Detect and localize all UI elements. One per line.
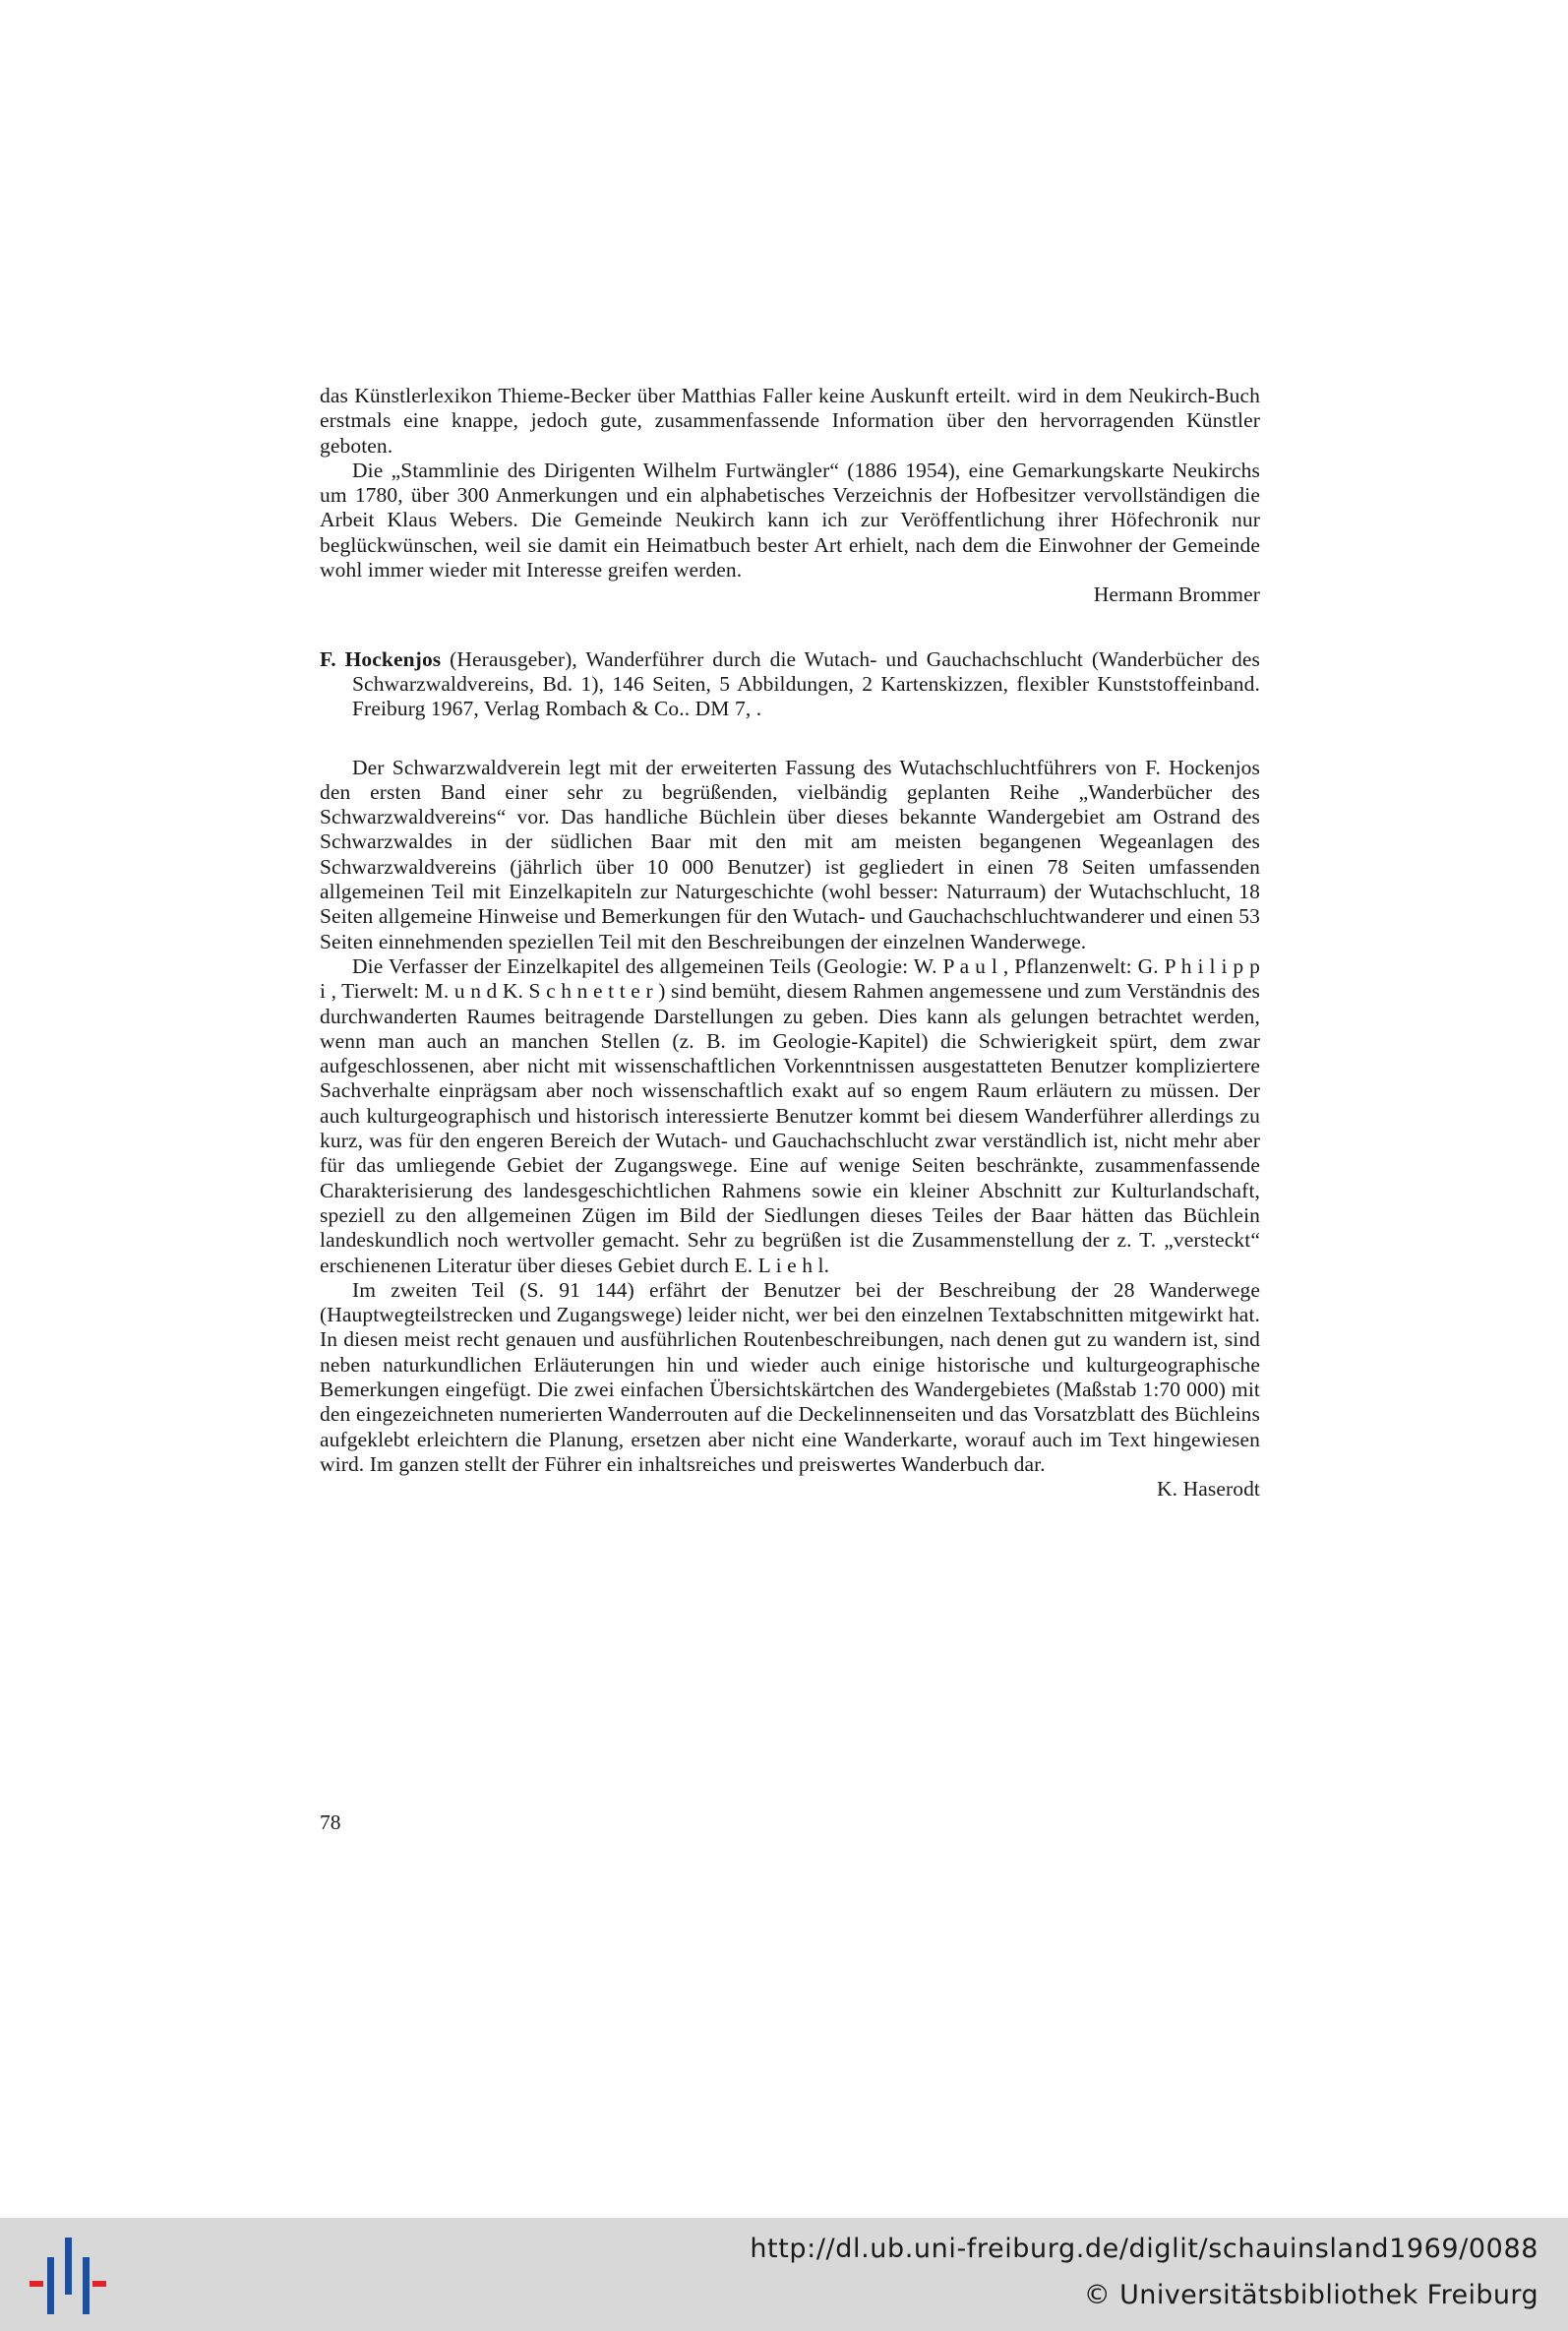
logo-bar	[47, 2257, 54, 2314]
review2-paragraph-1: Der Schwarzwaldverein legt mit der erweiterten Fassung des Wutachschluchtführers von F. Hockenjos den ersten Band einer sehr zu begrüßenden, vielbändig geplanten Reihe „Wanderbücher des Schwarzwaldvereins“ vor. Das handliche Büchlein über dieses bekannte Wandergebiet am Ostrand des Schwarzwaldes in der südlichen Baar mit den mit am meisten begangenen Wegeanlagen des Schwarzwaldvereins (jährlich über 10 000 Benutzer) ist gegliedert in einen 78 Seiten umfassenden allgemeinen Teil mit Einzelkapiteln zur Naturgeschichte (wohl besser: Naturraum) der Wutachschlucht, 18 Seiten allgemeine Hinweise und Bemerkungen für den Wutach- und Gauchachschluchtwanderer und einen 53 Seiten einnehmenden speziellen Teil mit den Beschreibungen der einzelnen Wanderwege.	[320, 755, 1260, 953]
library-logo-icon	[30, 2238, 106, 2316]
footer-bar	[0, 2218, 1568, 2331]
review2-paragraph-3: Im zweiten Teil (S. 91 144) erfährt der Benutzer bei der Beschreibung der 28 Wanderwege (Hauptwegteilstrecken und Zugangswege) leider nicht, wer bei den einzelnen Textabschnitten mitgewirkt hat. In diesen meist recht genauen und ausführlichen Routenbeschreibungen, nach denen gut zu wandern ist, sind neben naturkundlichen Erläuterungen hin und wieder auch einige historische und kulturgeographische Bemerkungen eingefügt. Die zwei einfachen Übersichtskärtchen des Wandergebietes (Maßstab 1:70 000) mit den eingezeichneten numerierten Wanderrouten auf die Deckelinnenseiten und das Vorsatzblatt des Büchleins aufgeklebt erleichtern die Planung, ersetzen aber nicht eine Wanderkarte, worauf auch im Text hingewiesen wird. Im ganzen stellt der Führer ein inhaltsreiches und preiswertes Wanderbuch dar.	[320, 1277, 1260, 1476]
logo-bar	[92, 2281, 106, 2287]
section-gap	[320, 608, 1260, 647]
logo-bar	[83, 2257, 90, 2314]
logo-bar	[65, 2238, 72, 2295]
source-url-link[interactable]: http://dl.ub.uni-freiburg.de/diglit/schauinsland1969/0088	[750, 2234, 1538, 2264]
copyright-text: © Universitätsbibliothek Freiburg	[1083, 2280, 1538, 2310]
section-gap	[320, 722, 1260, 756]
page-number: 78	[320, 1810, 341, 1834]
review1-paragraph-1: das Künstlerlexikon Thieme-Becker über Matthias Faller keine Auskunft erteilt. wird in dem Neukirch-Buch erstmals eine knappe, jedoch gute, zusammenfassende Information über den hervorragenden Künstler geboten.	[320, 384, 1260, 458]
review2-paragraph-2: Die Verfasser der Einzelkapitel des allgemeinen Teils (Geologie: W. P a u l , Pflanzenwelt: G. P h i l i p p i , Tierwelt: M. u n d K. S c h n e t t e r ) sind bemüht, diesem Rahmen angemessene und zum Verständnis des durchwanderten Raumes beitragende Darstellungen zu geben. Dies kann als gelungen betrachtet werden, wenn man auch an manchen Stellen (z. B. im Geologie-Kapitel) die Schwierigkeit spürt, dem zwar aufgeschlossenen, aber nicht mit wissenschaftlichen Vorkenntnissen ausgestatteten Benutzer kompliziertere Sachverhalte einprägsam aber noch wissenschaftlich exakt auf so engem Raum erläutern zu müssen. Der auch kulturgeographisch und historisch interessierte Benutzer kommt bei diesem Wanderführer allerdings zu kurz, was für den engeren Bereich der Wutach- und Gauchachschlucht zwar verständlich ist, nicht mehr aber für das umliegende Gebiet der Zugangswege. Eine auf wenige Seiten beschränkte, zusammenfassende Charakterisierung des landesgeschichtlichen Rahmens sowie ein kleiner Abschnitt zur Kulturlandschaft, speziell zu den allgemeinen Zügen im Bild der Siedlungen dieses Teiles der Baar hätten das Büchlein landeskundlich noch wertvoller gemacht. Sehr zu begrüßen ist die Zusammenstellung der z. T. „versteckt“ erschienenen Literatur über dieses Gebiet durch E. L i e h l.	[320, 953, 1260, 1277]
review2-signature: K. Haserodt	[1157, 1477, 1260, 1502]
bib-author: F. Hockenjos	[320, 646, 442, 671]
page-content	[320, 384, 1260, 1502]
review1-signature: Hermann Brommer	[1093, 583, 1260, 607]
bibliographic-entry	[320, 647, 1260, 722]
bib-details: (Herausgeber), Wanderführer durch die Wutach- und Gauchachschlucht (Wanderbücher des Schwarzwaldvereins, Bd. 1), 146 Seiten, 5 Abbildungen, 2 Kartenskizzen, flexibler Kunststoffeinband. Freiburg 1967, Verlag Rombach & Co.. DM 7, .	[352, 646, 1260, 721]
review1-paragraph-2: Die „Stammlinie des Dirigenten Wilhelm Furtwängler“ (1886 1954), eine Gemarkungskarte Neukirchs um 1780, über 300 Anmerkungen und ein alphabetisches Verzeichnis der Hofbesitzer vervollständigen die Arbeit Klaus Webers. Die Gemeinde Neukirch kann ich zur Veröffentlichung ihrer Höfechronik nur beglückwünschen, weil sie damit ein Heimatbuch bester Art erhielt, nach dem die Einwohner der Gemeinde wohl immer wieder mit Interesse greifen werden.	[320, 458, 1260, 583]
logo-bar	[30, 2281, 43, 2287]
